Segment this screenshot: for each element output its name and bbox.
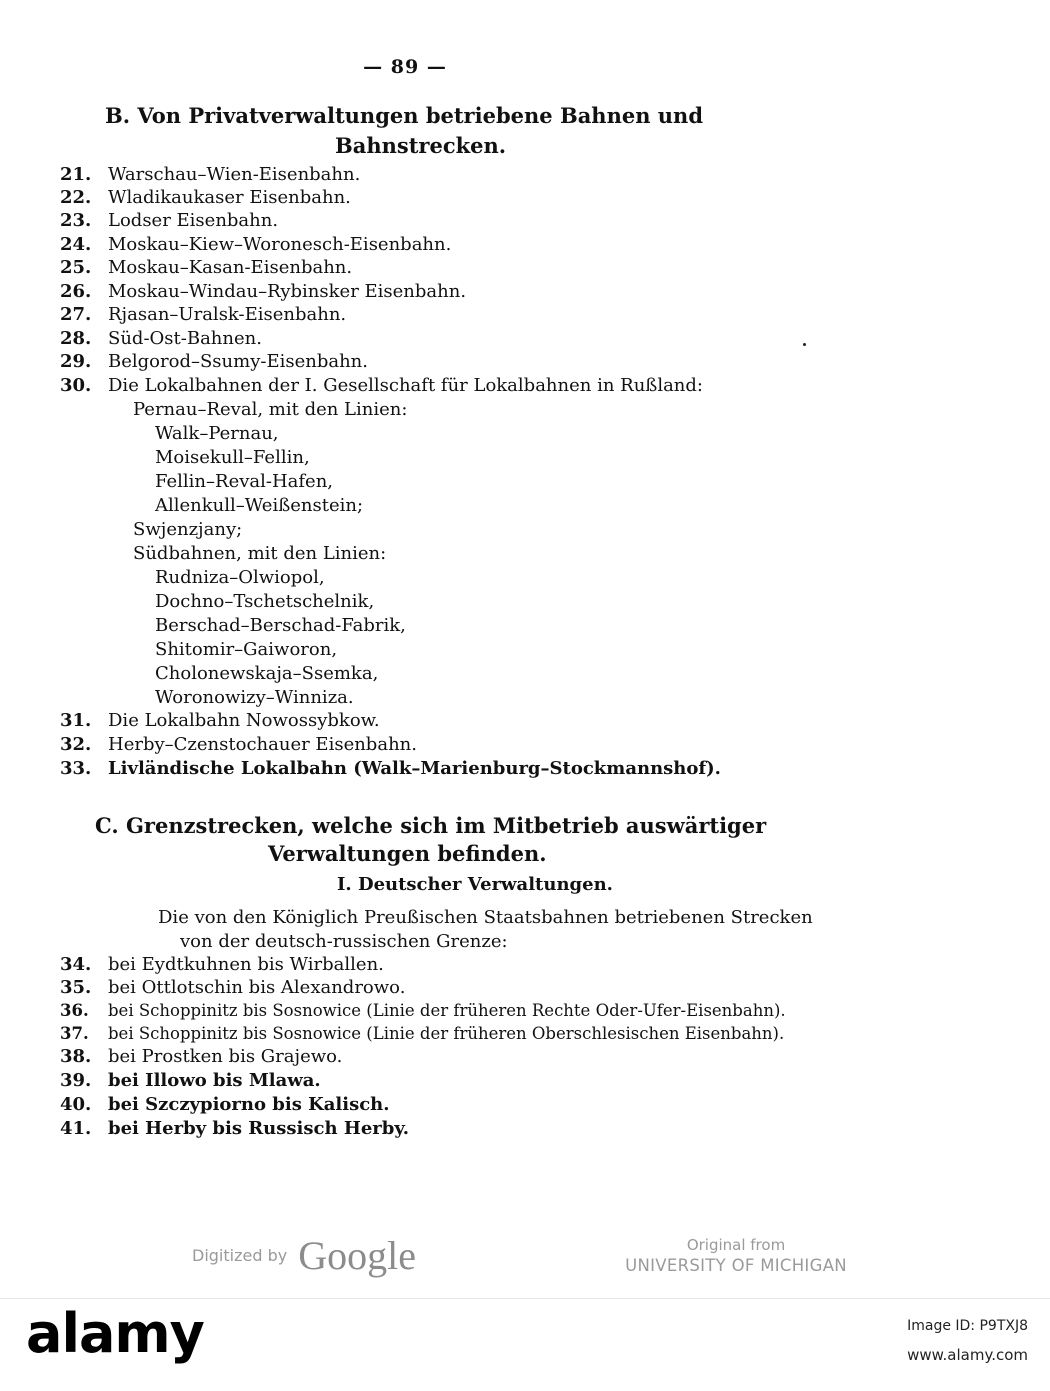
university-label: UNIVERSITY OF MICHIGAN [625, 1256, 847, 1275]
item-number: 26. [60, 281, 92, 302]
item-number: 40. [60, 1094, 92, 1115]
item-text: Die Lokalbahn Nowossybkow. [108, 710, 380, 731]
item-number: 25. [60, 257, 92, 278]
sub-line: Moisekull–Fellin, [155, 447, 310, 468]
list-item [60, 733, 417, 756]
sub-line: Walk–Pernau, [155, 423, 279, 444]
item-number: 41. [60, 1118, 92, 1139]
list-item [60, 374, 703, 397]
list-item [60, 163, 360, 186]
item-text: Wladikaukaser Eisenbahn. [108, 187, 351, 208]
sub-line: Allenkull–Weißenstein; [155, 495, 364, 516]
list-item [60, 209, 278, 232]
item-text: Moskau–Windau–Rybinsker Eisenbahn. [108, 281, 467, 302]
list-item [60, 999, 786, 1022]
item-text: Warschau–Wien-Eisenbahn. [108, 164, 361, 185]
item-text: bei Illowo bis Mlawa. [108, 1070, 321, 1091]
sub-line: Shitomir–Gaiworon, [155, 639, 338, 660]
item-number: 23. [60, 210, 92, 231]
item-number: 27. [60, 304, 92, 325]
list-item [60, 350, 368, 373]
list-item [60, 280, 466, 303]
sub-line: Woronowizy–Winniza. [155, 687, 354, 708]
item-number: 29. [60, 351, 92, 372]
section-c-heading-line1: C. Grenzstrecken, welche sich im Mitbetrieb auswärtiger [95, 813, 767, 838]
sub-line: Rudniza–Olwiopol, [155, 567, 325, 588]
list-item [60, 953, 384, 976]
digitized-by-label: Digitized by [192, 1246, 288, 1265]
item-text: bei Herby bis Russisch Herby. [108, 1118, 410, 1139]
image-id-label: Image ID: P9TXJ8 [907, 1318, 1028, 1334]
item-text: bei Schoppinitz bis Sosnowice (Linie der früheren Oberschlesischen Eisenbahn). [108, 1024, 785, 1043]
list-item [60, 709, 380, 732]
item-number: 31. [60, 710, 92, 731]
list-item [60, 757, 721, 780]
item-number: 37. [60, 1024, 89, 1043]
digitized-by-google [192, 1232, 416, 1279]
item-number: 34. [60, 954, 92, 975]
sub-heading-suedbahnen: Südbahnen, mit den Linien: [133, 543, 387, 564]
item-text: Moskau–Kiew–Woronesch-Eisenbahn. [108, 234, 452, 255]
section-c-intro-line2: von der deutsch-russischen Grenze: [180, 931, 508, 952]
list-item [60, 256, 352, 279]
item-text: bei Prostken bis Grajewo. [108, 1046, 343, 1067]
list-item [60, 233, 451, 256]
sub-heading-pernau: Pernau–Reval, mit den Linien: [133, 399, 408, 420]
item-text: bei Szczypiorno bis Kalisch. [108, 1094, 390, 1115]
list-item [60, 1093, 390, 1116]
item-text: Lodser Eisenbahn. [108, 210, 279, 231]
list-item [60, 1045, 342, 1068]
item-text: bei Schoppinitz bis Sosnowice (Linie der früheren Rechte Oder-Ufer-Eisenbahn). [108, 1001, 786, 1020]
page-number: — 89 — [363, 56, 447, 78]
item-number: 35. [60, 977, 92, 998]
item-number: 21. [60, 164, 92, 185]
original-from-block [610, 1236, 862, 1275]
sub-line: Berschad–Berschad-Fabrik, [155, 615, 406, 636]
list-item [60, 303, 346, 326]
item-number: 39. [60, 1070, 92, 1091]
list-item [60, 1117, 409, 1140]
item-number: 36. [60, 1001, 89, 1020]
google-logo: Google [298, 1233, 417, 1278]
list-item [60, 976, 405, 999]
sub-line: Dochno–Tschetschelnik, [155, 591, 375, 612]
list-item [60, 1022, 784, 1045]
item-number: 28. [60, 328, 92, 349]
sub-heading-swjenzjany: Swjenzjany; [133, 519, 243, 540]
alamy-url: www.alamy.com [907, 1346, 1028, 1364]
item-text: Belgorod–Ssumy-Eisenbahn. [108, 351, 368, 372]
section-b-heading-line1: B. Von Privatverwaltungen betriebene Bahnen und [105, 103, 703, 128]
original-from-label: Original from [686, 1236, 786, 1254]
alamy-logo: alamy [26, 1302, 204, 1365]
item-number: 38. [60, 1046, 92, 1067]
section-b-heading-line2: Bahnstrecken. [335, 133, 507, 158]
list-item [60, 1069, 321, 1092]
section-c-subheading: I. Deutscher Verwaltungen. [337, 874, 613, 895]
item-number: 30. [60, 375, 92, 396]
item-text: Die Lokalbahnen der I. Gesellschaft für Lokalbahnen in Rußland: [108, 375, 703, 396]
section-c-intro-line1: Die von den Königlich Preußischen Staatsbahnen betriebenen Strecken [158, 907, 813, 928]
sub-line: Fellin–Reval-Hafen, [155, 471, 334, 492]
item-number: 24. [60, 234, 92, 255]
item-number: 33. [60, 758, 92, 779]
section-c-heading-line2: Verwaltungen befinden. [268, 841, 547, 866]
item-text: Livländische Lokalbahn (Walk–Marienburg–Stockmannshof). [108, 758, 721, 779]
scan-speck [803, 343, 806, 346]
item-text: Rjasan–Uralsk-Eisenbahn. [108, 304, 347, 325]
item-text: Herby–Czenstochauer Eisenbahn. [108, 734, 417, 755]
item-text: Süd-Ost-Bahnen. [108, 328, 262, 349]
item-text: bei Eydtkuhnen bis Wirballen. [108, 954, 384, 975]
item-text: bei Ottlotschin bis Alexandrowo. [108, 977, 406, 998]
list-item [60, 186, 351, 209]
list-item [60, 327, 262, 350]
sub-line: Cholonewskaja–Ssemka, [155, 663, 379, 684]
item-number: 32. [60, 734, 92, 755]
item-number: 22. [60, 187, 92, 208]
item-text: Moskau–Kasan-Eisenbahn. [108, 257, 353, 278]
